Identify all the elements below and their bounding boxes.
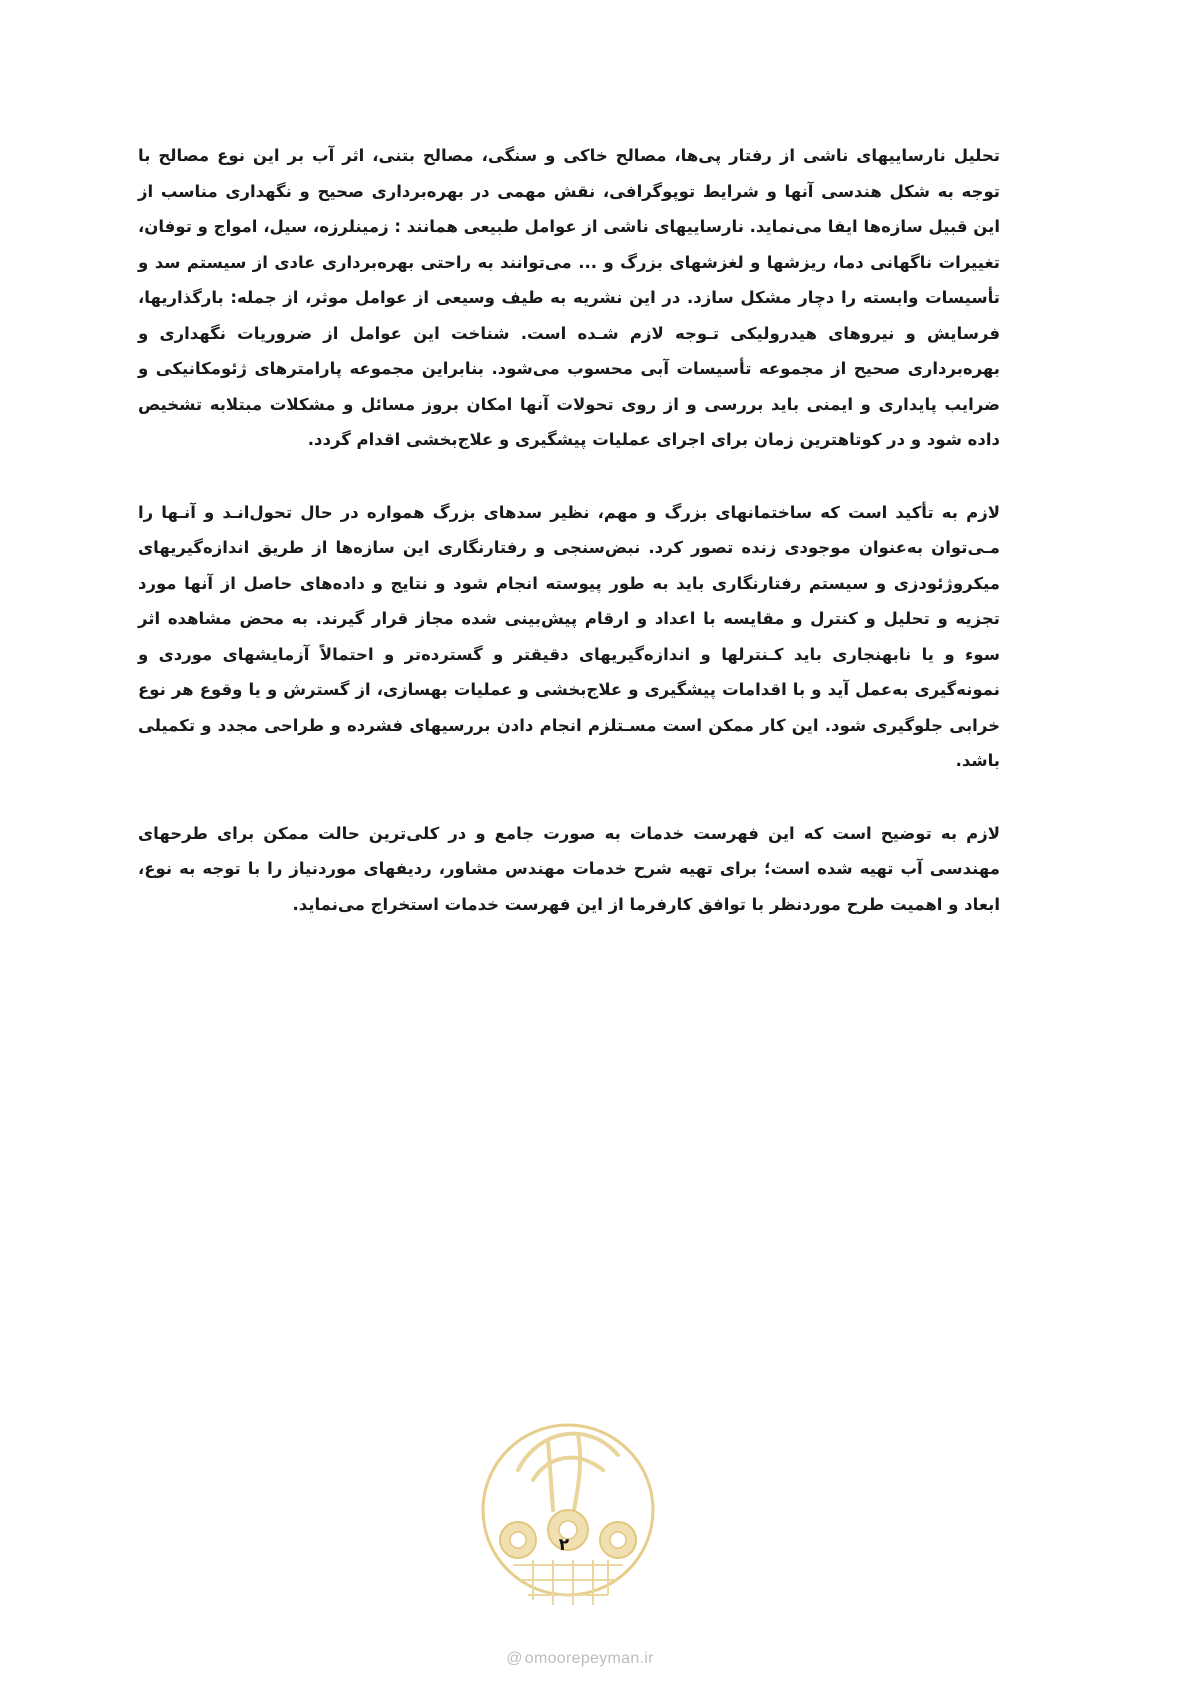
page-number: ۲ bbox=[558, 1535, 570, 1555]
body-text bbox=[138, 138, 1000, 922]
paragraph-2: لازم به تأکید است که ساختمانهای بزرگ و مهم، نظیر سدهای بزرگ همواره در حال تحول‌انـد و آنـها را مـی‌توان به‌عنوان موجودی زنده تصور کرد. نبض‌سنجی و رفتارنگاری این سازه‌ها از طریق اندازه‌گیریهای میکروژئودزی و سیستم رفتارنگاری باید به طور پیوسته انجام شود و نتایج و داده‌های حاصل از آنها مورد تجزیه و تحلیل و کنترل و مقایسه با اعداد و ارقام پیش‌بینی شده مجاز قرار گیرند. به محض مشاهده اثر سوء و یا نابهنجاری باید کـنترلها و اندازه‌گیریهای دقیقتر و گسترده‌تر و احتمالاً آزمایشهای موردی و نمونه‌گیری به‌عمل آید و با اقدامات پیشگیری و علاج‌بخشی و عملیات بهسازی، از گسترش و یا وقوع هر نوع خرابی جلوگیری شود. این کار ممکن است مسـتلزم انجام دادن بررسیهای فشرده و طراحی مجدد و تکمیلی باشد. bbox=[138, 502, 1000, 770]
paragraph-1: تحلیل نارساییهای ناشی از رفتار پی‌ها، مصالح خاکی و سنگی، مصالح بتنی، اثر آب بر این نوع مصالح با توجه به شکل هندسی آنها و شرایط توپوگرافی، نقش مهمی در بهره‌برداری صحیح و نگهداری مناسب از این قبیل سازه‌ها ایفا می‌نماید. نارساییهای ناشی از عوامل طبیعی همانند : زمینلرزه، سیل، امواج و توفان، تغییرات ناگهانی دما، ریزشها و لغزشهای بزرگ و ... می‌توانند به راحتی بهره‌برداری عادی از سیستم سد و تأسیسات وابسته را دچار مشکل سازد. در این نشریه به طیف وسیعی از عوامل موثر، از جمله: بارگذاریها، فرسایش و نیروهای هیدرولیکی تـوجه لازم شـده است. شناخت این عوامل از ضروریات نگهداری و بهره‌برداری صحیح از مجموعه تأسیسات آبی محسوب می‌شود. بنابراین مجموعه پارامترهای ژئومکانیکی و ضرایب پایداری و ایمنی باید بررسی و از روی تحولات آنها امکان بروز مسائل و مشکلات مبتلابه تشخیص داده شود و در کوتاهترین زمان برای اجرای عملیات پیشگیری و علاج‌بخشی اقدام گردد. bbox=[138, 146, 1000, 449]
paragraph-3: لازم به توضیح است که این فهرست خدمات به صورت جامع و در کلی‌ترین حالت ممکن برای طرحهای مهندسی آب تهیه شده است؛ برای تهیه شرح خدمات مهندس مشاور، ردیفهای موردنیاز را با توجه به نوع، ابعاد و اهمیت طرح موردنظر با توافق کارفرما از این فهرست خدمات استخراج می‌نماید. bbox=[138, 823, 1000, 914]
watermark-site bbox=[470, 1650, 690, 1668]
watermark-site-text: omoorepeyman.ir bbox=[524, 1650, 654, 1667]
at-sign-icon: @ bbox=[506, 1650, 523, 1667]
watermark-logo bbox=[478, 1400, 658, 1620]
